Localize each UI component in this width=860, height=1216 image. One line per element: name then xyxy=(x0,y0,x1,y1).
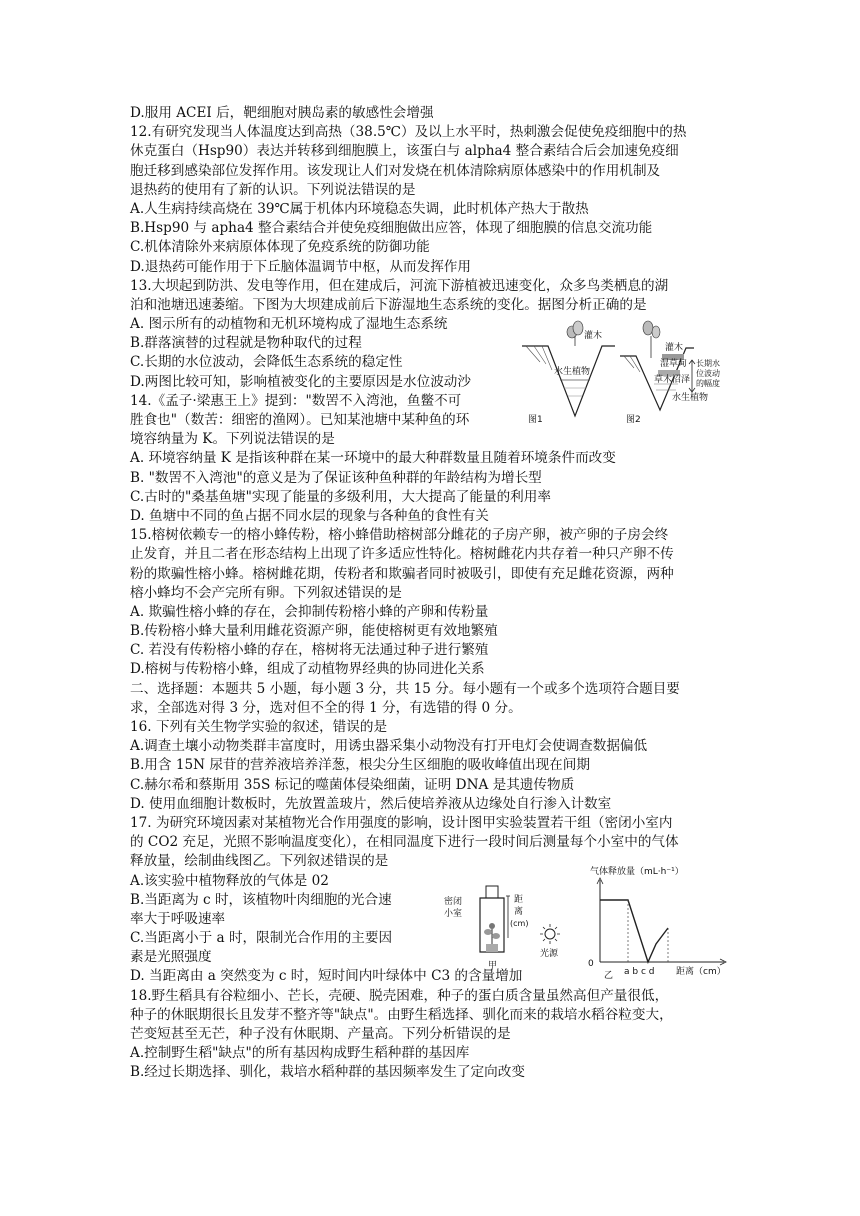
option-d: D.两图比较可知，影响植被变化的主要原因是水位波动沙 xyxy=(130,373,471,390)
text-line: 境容纳量为 K。下列说法错误的是 xyxy=(130,431,335,448)
label-shrub: 灌木 xyxy=(584,331,603,341)
option-b: B.群落演替的过程就是物种取代的过程 xyxy=(130,335,362,352)
option-b: B.当距离为 c 时，该植物叶肉细胞的光合速 xyxy=(130,891,392,908)
caption-fig2: 图2 xyxy=(626,415,641,425)
option-a: A. 图示所有的动植物和无机环境构成了湿地生态系统 xyxy=(130,316,448,333)
option-d: D. 使用血细胞计数板时，先放置盖玻片，然后使培养液从边缘处自行渗入计数室 xyxy=(130,795,612,812)
option-a: A. 欺骗性榕小蜂的存在，会抑制传粉榕小蜂的产卵和传粉量 xyxy=(130,603,489,620)
label-light: 光源 xyxy=(540,949,559,959)
label-chamber: 小室 xyxy=(444,909,463,919)
fluctuation-note: 的幅度 xyxy=(696,379,720,388)
option-d: D. 当距离由 a 突然变为 c 时，短时间内叶绿体中 C3 的含量增加 xyxy=(130,968,523,985)
apparatus-figure xyxy=(440,880,580,976)
question-13-stem: 13.大坝起到防洪、发电等作用，但在建成后，河流下游植被迅速变化，众多鸟类栖息的湖 xyxy=(130,277,669,294)
label-distance: 距 xyxy=(514,895,524,905)
option-c: C.长期的水位波动，会降低生态系统的稳定性 xyxy=(130,354,403,371)
fluctuation-note: 长期水 xyxy=(696,359,720,368)
question-14-stem: 14.《孟子·梁惠王上》提到："数罟不入湾池，鱼鳖不可 xyxy=(130,392,462,409)
option-b: B.用含 15N 尿苷的营养液培养洋葱，根尖分生区细胞的吸收峰值出现在间期 xyxy=(130,757,590,774)
text-line: 种子的休眠期很长且发芽不整齐等"缺点"。由野生稻选择、驯化而来的栽培水稻谷粒变大， xyxy=(130,1006,673,1023)
wetland-figure xyxy=(520,318,730,428)
label-reed: 湿草甸 xyxy=(660,359,688,369)
caption-jia: 甲 xyxy=(488,961,498,971)
text-line: 求，全部选对得 3 分，选对但不全的得 1 分，有选错的得 0 分。 xyxy=(130,699,522,716)
text-line: 泊和池塘迅速萎缩。下图为大坝建成前后下游湿地生态系统的变化。据图分析正确的是 xyxy=(130,296,647,313)
text-line: 胞迁移到感染部位发挥作用。该发现让人们对发烧在机体清除病原体感染中的作用机制及 xyxy=(130,162,661,179)
y-axis-label: 气体释放量（mL·h⁻¹） xyxy=(590,867,684,877)
text-line: 胜食也"（数苦：细密的渔网）。已知某池塘中某种鱼的环 xyxy=(130,412,470,428)
caption-yi: 乙 xyxy=(604,971,614,980)
option-d: D.退热药可能作用于下丘脑体温调节中枢，从而发挥作用 xyxy=(130,258,471,275)
section-heading: 二、选择题：本题共 5 小题，每小题 3 分，共 15 分。每小题有一个或多个选项符合题目要 xyxy=(130,680,680,697)
question-12-stem: 12.有研究发现当人体温度达到高热（38.5℃）及以上水平时，热刺激会促使免疫细胞中的热 xyxy=(130,124,687,141)
text-line: 素是光照强度 xyxy=(130,949,212,966)
text-line: 释放量，绘制曲线图乙。下列叙述错误的是 xyxy=(130,853,389,870)
question-16-stem: 16. 下列有关生物学实验的叙述，错误的是 xyxy=(130,719,388,735)
text-line: 的 CO2 充足，光照不影响温度变化），在相同温度下进行一段时间后测量每个小室中的气体 xyxy=(130,834,679,851)
curve xyxy=(600,900,668,962)
x-tick-labels: a b c d xyxy=(624,967,655,977)
label-aquatic: 水生植物 xyxy=(554,367,591,377)
label-distance: 离 xyxy=(514,907,524,917)
option-b: B. "数罟不入湾池"的意义是为了保证该种鱼种群的年龄结构为增长型 xyxy=(130,469,542,486)
text-line: 芒变短甚至无芒，种子没有休眠期、产量高。下列分析错误的是 xyxy=(130,1026,511,1042)
figure-2 xyxy=(620,321,720,425)
option-a: A.控制野生稻"缺点"的所有基因构成野生稻种群的基因库 xyxy=(130,1045,470,1062)
option-c: C. 若没有传粉榕小蜂的存在，榕树将无法通过种子进行繁殖 xyxy=(130,642,489,659)
option-c: C.赫尔希和蔡斯用 35S 标记的噬菌体侵染细菌，证明 DNA 是其遗传物质 xyxy=(130,776,575,793)
option-b: B.Hsp90 与 apha4 整合素结合并使免疫细胞做出应答，体现了细胞膜的信息交流功能 xyxy=(130,220,653,237)
gas-release-chart xyxy=(582,862,732,980)
flask-icon xyxy=(480,886,504,952)
shrub-icon xyxy=(567,321,583,346)
text-line: D.服用 ACEI 后，靶细胞对胰岛素的敏感性会增强 xyxy=(130,105,434,121)
label-distance-unit: (cm) xyxy=(510,919,529,928)
origin-label: 0 xyxy=(588,959,594,969)
caption-fig1: 图1 xyxy=(528,415,543,425)
option-d: D. 鱼塘中不同的鱼占据不同水层的现象与各种鱼的食性有关 xyxy=(130,507,489,524)
question-18-stem: 18.野生稻具有谷粒细小、芒长，壳硬、脱壳困难，种子的蛋白质含量虽然高但产量很低， xyxy=(130,987,669,1004)
question-15-stem: 15.榕树依赖专一的榕小蜂传粉，榕小蜂借助榕树部分雌花的子房产卵，被产卵的子房会终 xyxy=(130,527,669,544)
text-line: 粉的欺骗性榕小蜂。榕树雌花期，传粉者和欺骗者同时被吸引，即使有充足雌花资源，两种 xyxy=(130,565,674,582)
option-c: C.当距离小于 a 时，限制光合作用的主要因 xyxy=(130,930,393,947)
figure-1 xyxy=(522,321,615,425)
option-c: C.古时的"桑基鱼塘"实现了能量的多级利用，大大提高了能量的利用率 xyxy=(130,488,551,505)
option-d: D.榕树与传粉榕小蜂，组成了动植物界经典的协同进化关系 xyxy=(130,661,485,678)
option-b: B.经过长期选择、驯化，栽培水稻种群的基因频率发生了定向改变 xyxy=(130,1064,525,1081)
sun-icon xyxy=(540,924,560,944)
text-line: 退热药的使用有了新的认识。下列说法错误的是 xyxy=(130,181,416,198)
fluctuation-note: 位波动 xyxy=(696,369,720,378)
option-a: A.调查土壤小动物类群丰富度时，用诱虫器采集小动物没有打开电灯会使调查数据偏低 xyxy=(130,738,648,755)
label-aquatic: 水生植物 xyxy=(672,393,709,403)
label-chamber: 密闭 xyxy=(444,897,463,907)
question-17-stem: 17. 为研究环境因素对某植物光合作用强度的影响，设计图甲实验装置若干组（密闭小室内 xyxy=(130,814,673,831)
text-line: 榕小蜂均不会产完所有卵。下列叙述错误的是 xyxy=(130,584,402,601)
x-axis-label: 距离（cm） xyxy=(676,967,726,977)
label-swamp: 草木沼泽 xyxy=(654,375,691,385)
option-a: A.人生病持续高烧在 39℃属于机体内环境稳态失调，此时机体产热大于散热 xyxy=(130,200,589,217)
label-shrub: 灌木 xyxy=(665,343,684,353)
option-a: A. 环境容纳量 K 是指该种群在某一环境中的最大种群数量且随着环境条件而改变 xyxy=(130,450,616,467)
option-a: A.该实验中植物释放的气体是 02 xyxy=(130,872,329,889)
text-line: 率大于呼吸速率 xyxy=(130,910,226,927)
shrub-icon xyxy=(643,321,660,358)
text-line: 止发育，并且二者在形态结构上出现了许多适应性特化。榕树雌花内共存着一种只产卵不传 xyxy=(130,546,674,563)
text-line: 休克蛋白（Hsp90）表达并转移到细胞膜上，该蛋白与 alpha4 整合素结合后会加速免疫细 xyxy=(130,143,679,160)
option-c: C.机体清除外来病原体体现了免疫系统的防御功能 xyxy=(130,239,430,256)
option-b: B.传粉榕小蜂大量利用雌花资源产卵，能使榕树更有效地繁殖 xyxy=(130,623,498,640)
